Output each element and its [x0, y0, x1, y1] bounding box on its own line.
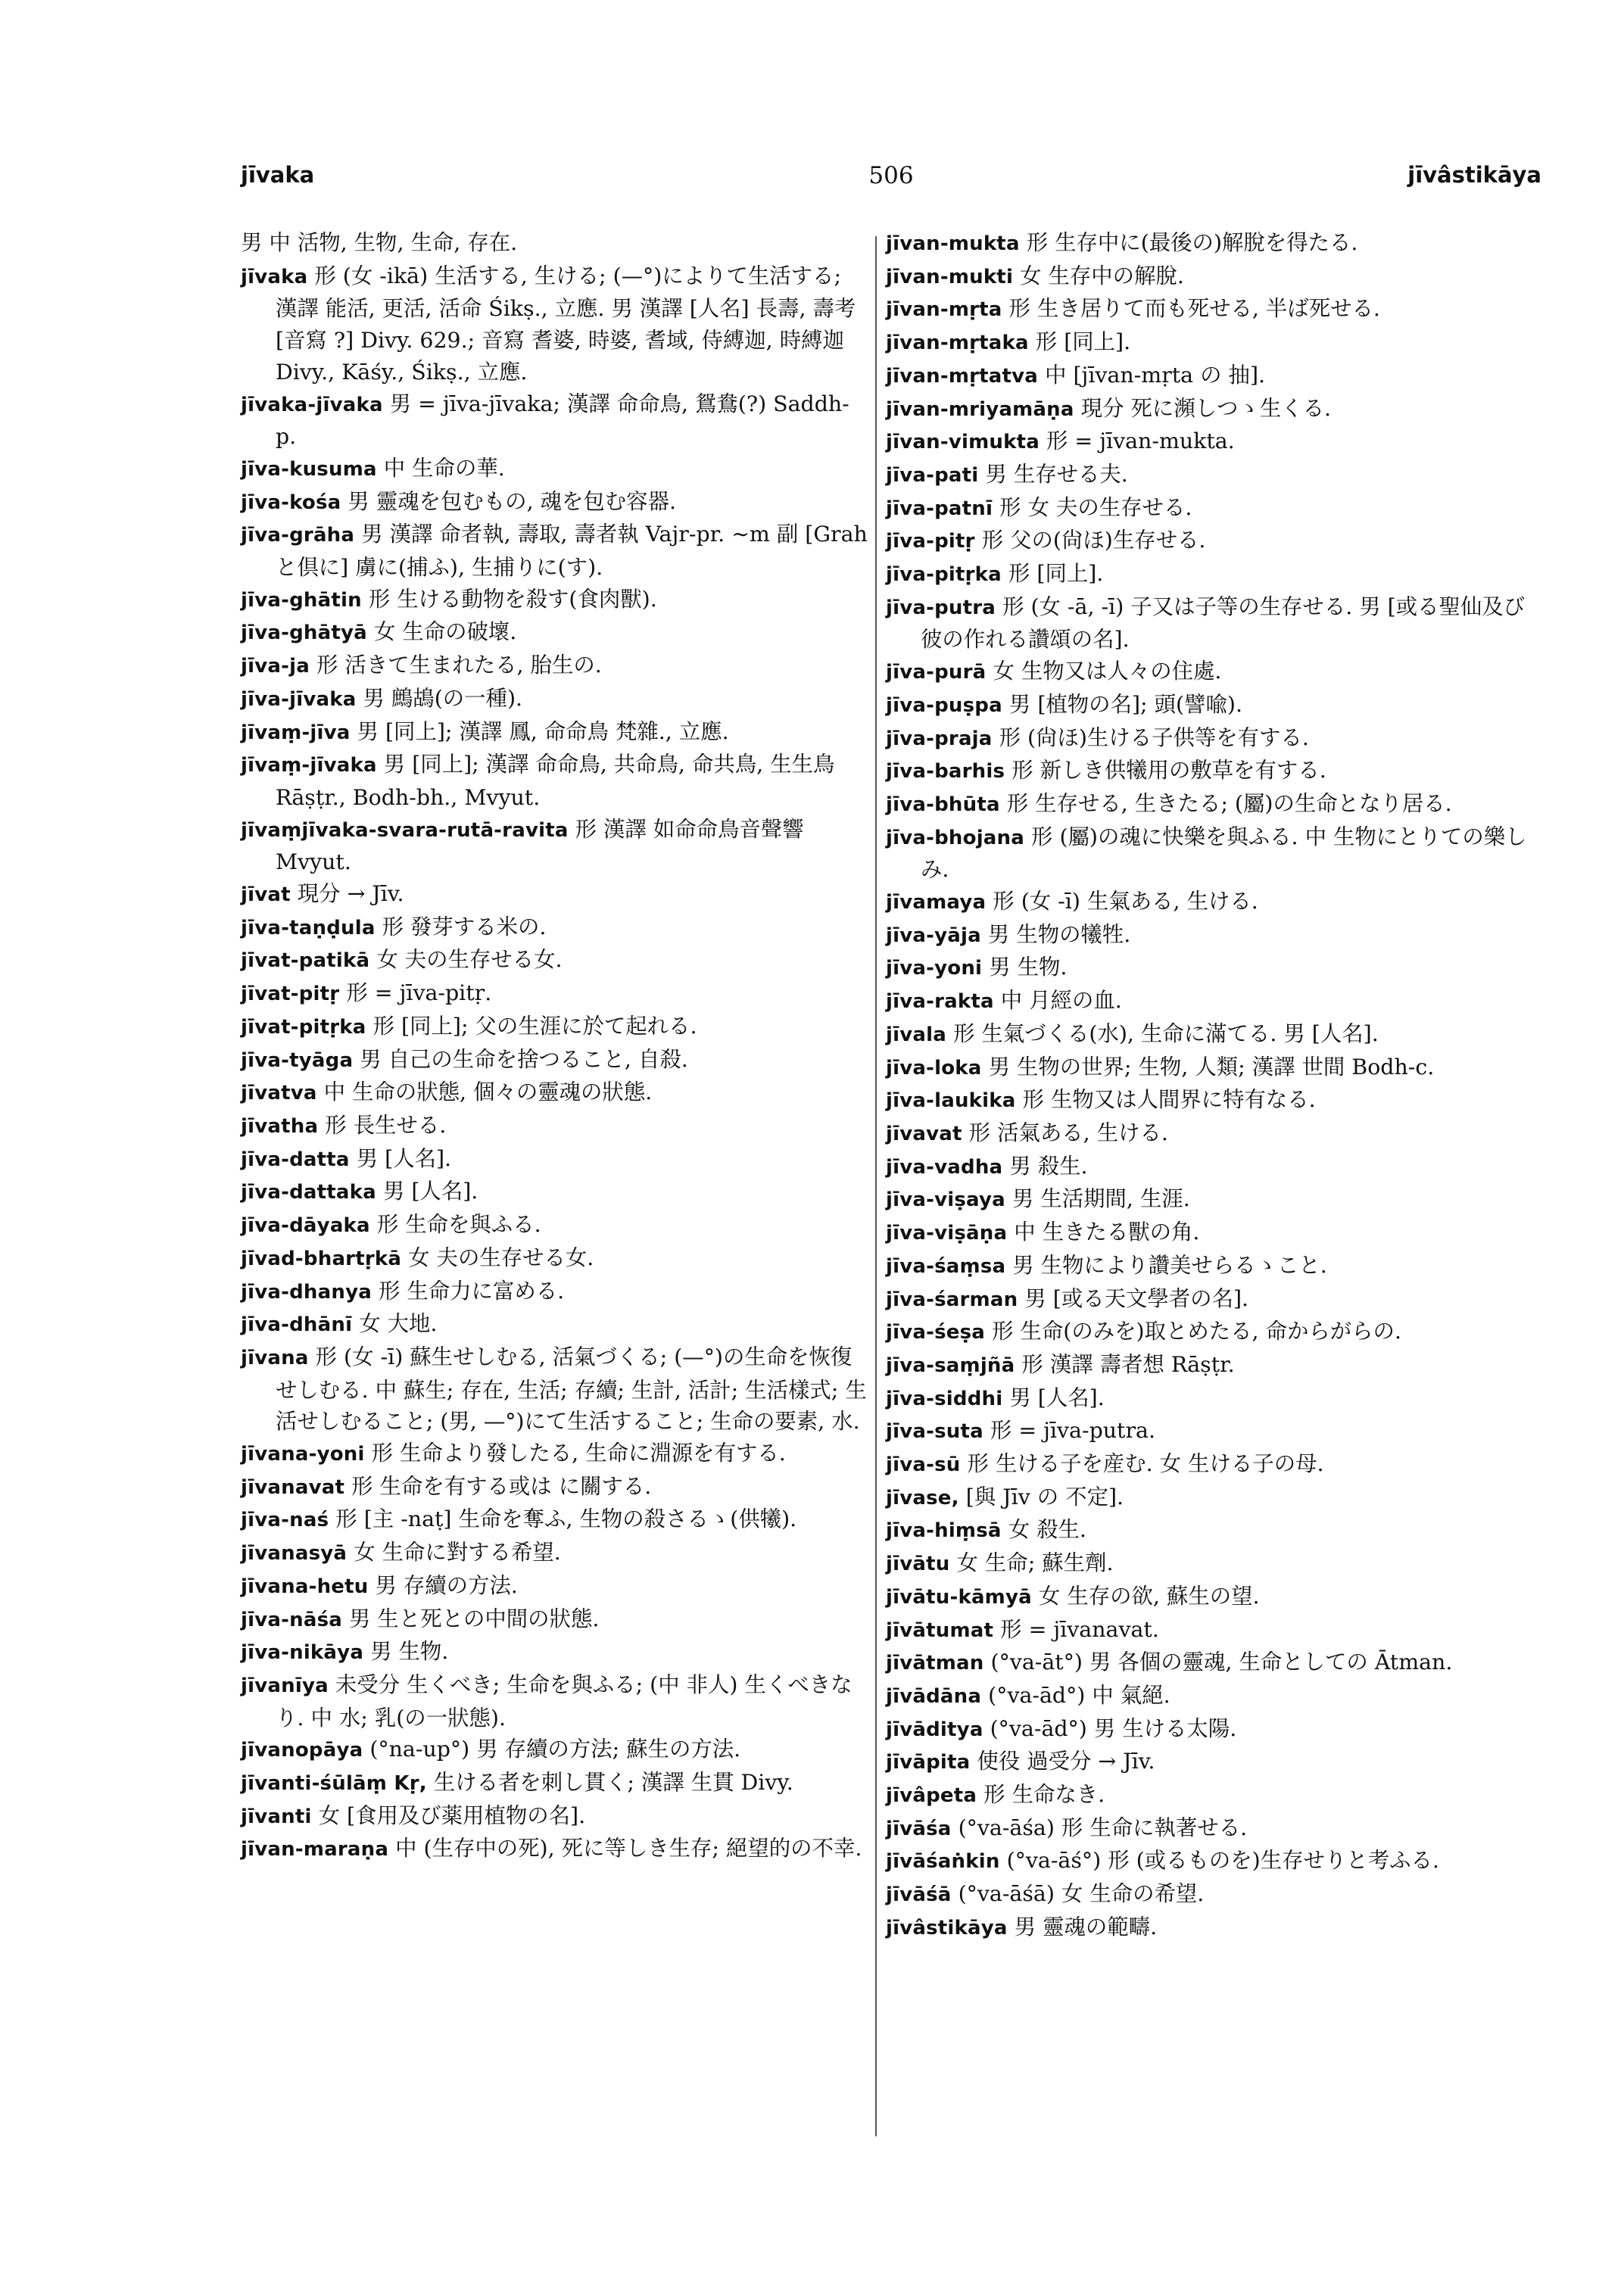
dictionary-entry — [886, 1746, 1541, 1779]
dictionary-entry — [886, 1018, 1541, 1051]
entry-definition: 形 (女 -ikā) 生活する, 生ける; (—°)によりて生活する; 漢譯 能活, 更活, 活命 Śikṣ., 立應. 男 漢譯 [人名] 長壽, 壽考[音寫 ?] Divy. 629.; 音寫 耆婆, 時婆, 耆域, 侍縛迦, 時縛迦 Divy., Kāśy., Śikṣ., 立應. — [276, 263, 856, 385]
entry-definition: 形 (屬)の魂に快樂を與ふる. 中 生物にとりての樂しみ. — [921, 824, 1527, 883]
entry-headword: jīvat-pitṛka — [241, 1015, 366, 1039]
entry-definition: 形 長生せる. — [325, 1112, 447, 1138]
dictionary-entry — [886, 1680, 1541, 1713]
dictionary-entry — [886, 326, 1541, 360]
entry-definition: 形 女 夫の生存せる. — [999, 494, 1192, 520]
entry-definition: 女 夫の生存せる女. — [376, 947, 563, 973]
entry-headword: jīva-pati — [886, 463, 979, 487]
entry-headword: jīvāśā — [886, 1883, 952, 1907]
entry-headword: jīva-naś — [241, 1509, 329, 1532]
entry-definition: 形 活きて生まれたる, 胎生の. — [316, 653, 602, 678]
entry-definition: 形 漢譯 如命命鳥音聲響 Mvyut. — [276, 816, 804, 875]
entry-headword: jīva-taṇḍula — [241, 916, 376, 939]
entry-definition: 男 自己の生命を捨つること, 自殺. — [360, 1046, 688, 1072]
entry-definition: 男 [植物の名]; 頭(譬喩). — [1008, 691, 1242, 717]
entry-definition: 形 生命を有する或は に關する. — [351, 1473, 652, 1499]
entry-definition: (°va-āś°) 形 (或るものを)生存せりと考ふる. — [1006, 1848, 1439, 1874]
entry-headword: jīvad-bhartṛkā — [241, 1247, 402, 1270]
entry-headword: jīvātumat — [886, 1618, 994, 1642]
entry-headword: jīvan-mukti — [886, 265, 1014, 288]
dictionary-entry — [241, 878, 868, 911]
entry-headword: jīva-rakta — [886, 990, 994, 1014]
entry-headword: jīvâstikāya — [886, 1916, 1008, 1939]
entry-definition: 男 生活期間, 生涯. — [1011, 1186, 1190, 1212]
dictionary-entry — [241, 453, 868, 486]
entry-definition: 形 [同上]. — [1035, 329, 1131, 355]
entry-definition: 形 = jīvan-mukta. — [1046, 428, 1235, 454]
dictionary-entry — [241, 1537, 868, 1570]
right-column — [886, 227, 1541, 1945]
entry-headword: jīvana-yoni — [241, 1443, 365, 1466]
entry-headword: jīva-purā — [886, 661, 987, 684]
entry-headword: jīvāśa — [886, 1817, 952, 1840]
entry-headword: jīva-ghātin — [241, 588, 362, 612]
entry-definition: [與 Jīv の 不定]. — [965, 1484, 1124, 1509]
header-left-guide-word: jīvaka — [241, 162, 315, 188]
dictionary-entry — [241, 1341, 868, 1438]
entry-headword: jīva-śaṃsa — [886, 1254, 1006, 1278]
entry-headword: jīvaṃ-jīvaka — [241, 754, 377, 777]
dictionary-entry — [241, 1636, 868, 1669]
entry-headword: jīvan-vimukta — [886, 431, 1040, 454]
entry-definition: 形 生ける子を産む. 女 生ける子の母. — [967, 1451, 1324, 1477]
running-header — [241, 162, 1541, 207]
dictionary-entry — [886, 459, 1541, 492]
entry-headword: jīva-dāyaka — [241, 1214, 370, 1238]
entry-definition: 男 中 活物, 生物, 生命, 存在. — [241, 230, 518, 255]
entry-headword: jīvāśaṅkin — [886, 1850, 1000, 1874]
entry-definition: 男 生物. — [370, 1639, 449, 1665]
entry-definition: 中 生命の狀態, 個々の靈魂の狀態. — [323, 1080, 653, 1105]
entry-headword: jīvaka-jīvaka — [241, 393, 383, 416]
entry-definition: 女 生命に對する希望. — [354, 1540, 561, 1566]
header-right-guide-word: jīvâstikāya — [1407, 162, 1541, 188]
dictionary-entry — [886, 558, 1541, 591]
entry-headword: jīva-vadha — [886, 1155, 1003, 1179]
entry-definition: 男 [人名]. — [382, 1179, 478, 1204]
entry-definition: 形 生命なき. — [983, 1782, 1105, 1808]
dictionary-entry — [886, 1812, 1541, 1846]
dictionary-entry — [886, 260, 1541, 294]
dictionary-entry — [241, 519, 868, 583]
dictionary-entry — [886, 1349, 1541, 1382]
dictionary-entry — [241, 1011, 868, 1044]
entry-headword: jīva-śeṣa — [886, 1321, 986, 1344]
dictionary-entry — [886, 656, 1541, 689]
entry-headword: jīva-kośa — [241, 491, 341, 514]
entry-definition: 女 生物又は人々の住處. — [993, 659, 1222, 684]
dictionary-entry — [886, 1316, 1541, 1349]
entry-headword: jīvātu — [886, 1553, 950, 1576]
entry-definition: 形 [同上]. — [1008, 561, 1104, 587]
dictionary-entry — [241, 260, 868, 388]
entry-definition: 生ける者を刺し貫く; 漢譯 生貫 Divy. — [433, 1770, 793, 1796]
entry-headword: jīva-hiṃsā — [886, 1519, 1002, 1543]
entry-definition: 形 = jīva-pitṛ. — [346, 980, 492, 1006]
dictionary-entry — [241, 683, 868, 716]
page-number: 506 — [868, 162, 914, 189]
dictionary-entry — [241, 1276, 868, 1309]
entry-headword: jīvan-mṛtatva — [886, 364, 1039, 388]
entry-headword: jīva-viṣāṇa — [886, 1222, 1008, 1245]
entry-definition: 女 生存の欲, 蘇生の望. — [1038, 1583, 1260, 1609]
entry-definition: 女 殺生. — [1008, 1517, 1086, 1543]
entry-headword: jīvat — [241, 883, 291, 907]
entry-headword: jīva-jīvaka — [241, 687, 357, 711]
entry-headword: jīva-pitṛ — [886, 530, 975, 553]
entry-headword: jīva-sū — [886, 1453, 961, 1477]
entry-definition: 男 [或る天文學者の名]. — [1024, 1285, 1249, 1311]
dictionary-entry — [241, 911, 868, 945]
entry-definition: 男 靈魂の範疇. — [1014, 1914, 1158, 1939]
dictionary-entry — [241, 1734, 868, 1767]
entry-definition: 形 漢譯 壽者想 Rāṣṭr. — [1021, 1351, 1235, 1377]
entry-definition: 形 生ける動物を殺す(食肉獸). — [368, 586, 657, 612]
entry-definition: 形 發芽する米の. — [382, 914, 547, 939]
dictionary-entry — [241, 814, 868, 878]
dictionary-entry — [886, 788, 1541, 821]
entry-headword: jīvāpita — [886, 1751, 971, 1774]
entry-headword: jīvat-patikā — [241, 949, 370, 973]
dictionary-entry — [241, 584, 868, 617]
entry-headword: jīva-ja — [241, 655, 310, 678]
dictionary-entry — [886, 821, 1541, 886]
entry-headword: jīva-puṣpa — [886, 693, 1002, 717]
entry-definition: 中 生きたる獸の角. — [1014, 1220, 1200, 1245]
entry-headword: jīva-tyāga — [241, 1048, 354, 1072]
entry-definition: 男 殺生. — [1009, 1153, 1088, 1179]
entry-headword: jīvan-mṛta — [886, 298, 1002, 322]
entry-headword: jīvatva — [241, 1082, 317, 1105]
entry-definition: 男 漢譯 命者執, 壽取, 壽者執 Vajr-pr. ∼m 副 [Grah と倶に] 虜に(捕ふ), 生捕りに(す). — [276, 522, 868, 581]
entry-headword: jīva-laukika — [886, 1089, 1016, 1113]
entry-headword: jīva-nāśa — [241, 1608, 342, 1631]
entry-headword: jīvâpeta — [886, 1784, 977, 1808]
entry-definition: 中 月經の血. — [1000, 988, 1122, 1014]
dictionary-entry — [886, 1217, 1541, 1250]
entry-definition: 男 靈魂を包むもの, 魂を包む容器. — [348, 488, 676, 514]
entry-headword: jīvana-hetu — [241, 1575, 369, 1598]
entry-definition: 女 生命の破壞. — [373, 619, 517, 645]
entry-headword: jīvan-mukta — [886, 232, 1020, 255]
entry-definition: 形 [主 -naṭ] 生命を奪ふ, 生物の殺さるゝ(供犧). — [335, 1506, 797, 1532]
dictionary-entry — [241, 1209, 868, 1242]
entry-headword: jīvan-mriyamāṇa — [886, 397, 1074, 421]
dictionary-entry — [886, 492, 1541, 525]
dictionary-entry — [886, 293, 1541, 326]
entry-definition: 男 生存せる夫. — [985, 461, 1128, 487]
entry-headword: jīvanopāya — [241, 1739, 363, 1762]
dictionary-entry — [241, 1669, 868, 1734]
entry-headword: jīva-ghātyā — [241, 622, 367, 645]
entry-headword: jīvavat — [886, 1122, 962, 1145]
entry-definition: 形 生物又は人間界に特有なる. — [1022, 1087, 1316, 1113]
entry-definition: 形 = jīvanavat. — [1000, 1616, 1159, 1642]
entry-headword: jīva-nikāya — [241, 1641, 364, 1665]
entry-headword: jīvaṃjīvaka-svara-rutā-ravita — [241, 818, 569, 842]
dictionary-entry — [886, 1415, 1541, 1448]
dictionary-entry — [241, 616, 868, 650]
entry-headword: jīva-barhis — [886, 760, 1005, 784]
dictionary-entry — [886, 755, 1541, 788]
entry-headword: jīva-siddhi — [886, 1387, 1003, 1410]
dictionary-entry — [241, 1110, 868, 1143]
dictionary-entry — [241, 1503, 868, 1537]
entry-headword: jīva-dhanya — [241, 1280, 372, 1304]
entry-headword: jīva-yoni — [886, 957, 983, 980]
entry-definition: 男 生と死との中間の狀態. — [349, 1606, 600, 1631]
entry-headword: jīva-grāha — [241, 524, 355, 547]
dictionary-entry — [241, 716, 868, 749]
entry-headword: jīva-bhūta — [886, 793, 1000, 816]
dictionary-entry — [886, 591, 1541, 656]
entry-headword: jīvanīya — [241, 1674, 329, 1697]
dictionary-entry — [886, 1547, 1541, 1581]
entry-headword: jīvaka — [241, 265, 308, 288]
entry-definition: (°na-up°) 男 存續の方法; 蘇生の方法. — [369, 1737, 741, 1762]
column-divider — [875, 236, 877, 2136]
entry-definition: 男 = jīva-jīvaka; 漢譯 命命鳥, 鴛鴦(?) Saddh-p. — [276, 391, 849, 450]
entry-definition: 形 父の(尙ほ)生存せる. — [981, 528, 1206, 553]
entry-definition: 男 生物. — [989, 955, 1068, 980]
dictionary-entry — [886, 886, 1541, 919]
entry-definition: 形 = jīva-putra. — [990, 1418, 1155, 1444]
entry-headword: jīvan-maraṇa — [241, 1838, 389, 1862]
entry-headword: jīvala — [886, 1023, 946, 1046]
entry-headword: jīva-yāja — [886, 924, 981, 947]
entry-headword: jīvatha — [241, 1114, 319, 1138]
dictionary-entry — [241, 1242, 868, 1276]
entry-headword: jīvādāna — [886, 1684, 982, 1708]
entry-headword: jīva-datta — [241, 1148, 350, 1171]
dictionary-entry — [241, 944, 868, 977]
dictionary-entry — [241, 388, 868, 453]
entry-definition: 男 鷓鴣(の一種). — [363, 685, 523, 711]
dictionary-entry — [241, 1438, 868, 1471]
entry-headword: jīva-suta — [886, 1420, 983, 1444]
dictionary-entry — [886, 1878, 1541, 1911]
entry-headword: jīva-saṃjñā — [886, 1354, 1015, 1377]
entry-headword: jīvan-mṛtaka — [886, 332, 1029, 355]
dictionary-entry — [886, 1514, 1541, 1547]
left-column — [241, 227, 868, 1866]
entry-definition: 形 生命(のみを)取とめたる, 命からがらの. — [992, 1319, 1401, 1344]
dictionary-entry — [241, 1076, 868, 1110]
dictionary-entry — [241, 1603, 868, 1637]
entry-headword: jīvamaya — [886, 891, 987, 914]
entry-headword: jīva-pitṛka — [886, 563, 1002, 587]
entry-definition: 男 [人名]. — [356, 1145, 452, 1171]
entry-definition: 形 生存中に(最後の)解脫を得たる. — [1026, 230, 1358, 255]
entry-definition: 形 (女 -ī) 蘇生せしむる, 活氣づくる; (—°)の生命を恢復せしむる. 中 蘇生; 存在, 生活; 存續; 生計, 活計; 生活樣式; 生活せしむること; (男, —°)にて生活すること; 生命の要素, 水. — [276, 1344, 867, 1435]
dictionary-entry — [886, 985, 1541, 1018]
entry-headword: jīva-śarman — [886, 1288, 1018, 1311]
entry-definition: 形 生命を與ふる. — [376, 1212, 541, 1238]
dictionary-entry — [886, 1117, 1541, 1151]
entry-definition: 形 (女 -ā, -ī) 子又は子等の生存せる. 男 [或る聖仙及び彼の作れる讚頌の名]. — [921, 594, 1526, 653]
dictionary-entry — [241, 749, 868, 813]
entry-definition: 女 大地. — [359, 1311, 438, 1337]
dictionary-entry — [241, 1176, 868, 1209]
entry-definition: 形 生命力に富める. — [379, 1278, 565, 1304]
entry-definition: 男 生物により讚美せらるゝこと. — [1012, 1252, 1327, 1278]
entry-headword: jīvātman — [886, 1652, 984, 1675]
dictionary-entry — [241, 1833, 868, 1866]
entry-headword: jīvanasyā — [241, 1542, 348, 1566]
entry-definition: 中 (生存中の死), 死に等しき生存; 絕望的の不幸. — [395, 1836, 862, 1862]
entry-headword: jīva-bhojana — [886, 826, 1025, 849]
dictionary-entry — [886, 227, 1541, 260]
entry-headword: jīva-dhānī — [241, 1313, 353, 1337]
entry-definition: (°va-ād°) 男 生ける太陽. — [990, 1715, 1237, 1741]
dictionary-entry — [886, 722, 1541, 756]
entry-definition: 中 生命の華. — [383, 455, 505, 481]
dictionary-entry — [886, 919, 1541, 952]
entry-headword: jīva-praja — [886, 727, 993, 750]
entry-headword: jīva-patnī — [886, 497, 993, 520]
entry-definition: 形 生氣づくる(水), 生命に滿てる. 男 [人名]. — [953, 1020, 1379, 1046]
entry-headword: jīvanti-śūlāṃ Kṛ, — [241, 1772, 427, 1796]
dictionary-entry — [241, 1143, 868, 1176]
entry-headword: jīva-kusuma — [241, 457, 377, 481]
entry-headword: jīvāditya — [886, 1718, 983, 1741]
dictionary-entry — [886, 1151, 1541, 1184]
dictionary-entry — [886, 525, 1541, 558]
entry-headword: jīva-dattaka — [241, 1181, 376, 1204]
dictionary-entry — [886, 425, 1541, 459]
entry-definition: (°va-āśa) 形 生命に執著せる. — [958, 1815, 1248, 1840]
dictionary-entry — [886, 1779, 1541, 1812]
dictionary-entry — [886, 360, 1541, 393]
dictionary-entry — [886, 1448, 1541, 1481]
entry-definition: 女 夫の生存せる女. — [408, 1245, 594, 1270]
dictionary-entry — [241, 1800, 868, 1833]
dictionary-entry — [886, 1911, 1541, 1945]
dictionary-entry — [241, 1570, 868, 1603]
entry-definition: 現分 → Jīv. — [297, 881, 404, 907]
entry-definition: 女 生存中の解脫. — [1020, 263, 1184, 288]
dictionary-entry — [886, 1051, 1541, 1085]
entry-definition: (°va-ād°) 中 氣絕. — [988, 1682, 1170, 1708]
entry-definition: 形 (尙ほ)生ける子供等を有する. — [999, 724, 1309, 750]
entry-definition: 男 [同上]; 漢譯 命命鳥, 共命鳥, 命共鳥, 生生鳥 Rāṣṭr., Bodh-bh., Mvyut. — [276, 752, 835, 810]
entry-definition: 使役 過受分 → Jīv. — [977, 1749, 1155, 1774]
entry-headword: jīvat-pitṛ — [241, 983, 340, 1006]
dictionary-entry — [886, 1183, 1541, 1217]
dictionary-entry — [241, 1308, 868, 1341]
entry-definition: 女 [食用及び薬用植物の名]. — [318, 1802, 586, 1828]
dictionary-entry — [241, 1471, 868, 1504]
entry-definition: 形 [同上]; 父の生涯に於て起れる. — [372, 1013, 697, 1039]
entry-definition: 形 (女 -ī) 生氣ある, 生ける. — [993, 889, 1258, 914]
entry-definition: 男 [人名]. — [1009, 1385, 1105, 1410]
entry-headword: jīvātu-kāmyā — [886, 1585, 1032, 1609]
dictionary-entry — [241, 1767, 868, 1800]
entry-definition: 形 生き居りて而も死せる, 半ば死せる. — [1008, 296, 1380, 322]
entry-definition: 形 新しき供犧用の敷草を有する. — [1011, 758, 1326, 784]
entry-definition: 中 [jīvan-mṛta の 抽]. — [1045, 362, 1266, 388]
entry-headword: jīvase, — [886, 1486, 959, 1509]
entry-headword: jīva-viṣaya — [886, 1189, 1005, 1212]
dictionary-entry — [886, 1481, 1541, 1515]
dictionary-entry — [241, 977, 868, 1011]
entry-definition: 現分 死に瀕しつゝ生くる. — [1080, 395, 1332, 421]
entry-headword: jīvanavat — [241, 1475, 345, 1499]
dictionary-entry — [241, 1044, 868, 1077]
dictionary-entry — [886, 952, 1541, 985]
entry-definition: 形 活氣ある, 生ける. — [968, 1120, 1168, 1145]
entry-headword: jīva-loka — [886, 1056, 982, 1080]
dictionary-entry — [886, 1713, 1541, 1746]
entry-definition: 男 生物の犧牲. — [987, 921, 1131, 947]
entry-definition: (°va-āt°) 男 各個の靈魂, 生命としての Ātman. — [990, 1650, 1453, 1675]
entry-definition: (°va-āśā) 女 生命の希望. — [958, 1881, 1205, 1907]
dictionary-entry — [241, 650, 868, 683]
entry-headword: jīvanti — [241, 1805, 312, 1828]
dictionary-entry — [241, 486, 868, 519]
dictionary-entry — [886, 689, 1541, 722]
dictionary-entry — [886, 1283, 1541, 1316]
dictionary-entry — [241, 227, 868, 260]
entry-definition: 男 [同上]; 漢譯 鳳, 命命鳥 梵雜., 立應. — [357, 718, 729, 744]
entry-definition: 形 生命より發したる, 生命に淵源を有する. — [371, 1441, 786, 1466]
entry-definition: 男 生物の世界; 生物, 人類; 漢譯 世間 Bodh-c. — [988, 1054, 1435, 1080]
dictionary-entry — [886, 1845, 1541, 1878]
entry-definition: 未受分 生くべき; 生命を與ふる; (中 非人) 生くべきなり. 中 水; 乳(の一狀態). — [276, 1671, 853, 1731]
dictionary-entry — [886, 1614, 1541, 1647]
dictionary-entry — [886, 1581, 1541, 1614]
entry-definition: 形 生存せる, 生きたる; (屬)の生命となり居る. — [1006, 790, 1452, 816]
dictionary-entry — [886, 1382, 1541, 1416]
dictionary-entry — [886, 1647, 1541, 1680]
dictionary-entry — [886, 1084, 1541, 1117]
entry-headword: jīva-putra — [886, 596, 996, 619]
dictionary-entry — [886, 393, 1541, 426]
entry-headword: jīvana — [241, 1346, 309, 1369]
dictionary-entry — [886, 1250, 1541, 1283]
entry-definition: 女 生命; 蘇生劑. — [956, 1550, 1114, 1576]
entry-definition: 男 存續の方法. — [375, 1572, 518, 1598]
entry-headword: jīvaṃ-jīva — [241, 721, 351, 744]
